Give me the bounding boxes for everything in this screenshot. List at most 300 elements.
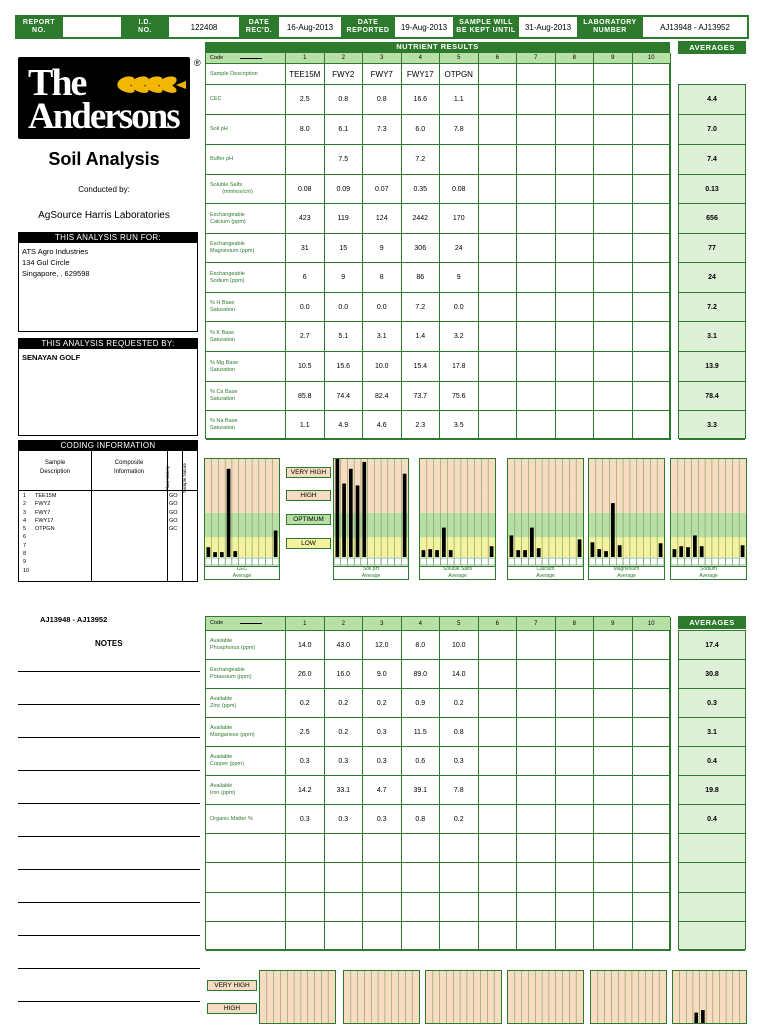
value-cell [517, 115, 556, 145]
coding-row-number: 2 [23, 501, 27, 508]
soil-level-chart [419, 458, 496, 580]
value-cell: 9 [325, 263, 364, 293]
value-cell: 10.0 [363, 352, 402, 382]
code-label: Code [210, 54, 224, 61]
value-cell: 33.1 [325, 776, 364, 805]
lab-name: AgSource Harris Laboratories [38, 210, 170, 221]
value-cell: 0.07 [363, 175, 402, 204]
soil-level-chart [670, 458, 747, 580]
value-cell [556, 805, 595, 834]
value-cell [479, 411, 518, 440]
sample-kept-label: SAMPLE WILL BE KEPT UNTIL [454, 16, 518, 38]
value-cell: 14.2 [286, 776, 325, 805]
row-label: CEC [210, 96, 222, 102]
value-cell [440, 145, 479, 175]
column-number: 8 [556, 53, 595, 64]
row-label: Available Phosphorus (ppm) [210, 638, 256, 651]
value-cell: 306 [402, 234, 441, 263]
row-label-cell [206, 293, 286, 322]
value-cell: 43.0 [325, 631, 364, 660]
value-cell: 7.2 [402, 293, 441, 322]
average-value: 7.2 [679, 293, 745, 322]
column-number: 5 [440, 617, 479, 631]
value-cell [517, 145, 556, 175]
value-cell [594, 293, 633, 322]
notes-line [18, 902, 200, 903]
value-cell: 0.3 [286, 747, 325, 776]
average-value: 19.8 [679, 776, 745, 805]
column-number: 10 [633, 617, 672, 631]
coding-row-number: 10 [23, 567, 30, 574]
notes-label: NOTES [95, 639, 123, 648]
average-value: 17.4 [679, 631, 745, 660]
level-band [260, 971, 335, 1023]
value-cell: 3.5 [440, 411, 479, 440]
value-cell: 7.2 [402, 145, 441, 175]
column-number: 6 [479, 53, 518, 64]
requested-by-box [18, 338, 198, 436]
value-cell [594, 234, 633, 263]
value-cell: 0.3 [325, 805, 364, 834]
chart-bar [530, 528, 534, 557]
chart-name: Magnesium [613, 566, 640, 572]
value-cell [594, 263, 633, 293]
row-label-cell [206, 175, 286, 204]
value-cell: 1.1 [440, 85, 479, 115]
value-cell [633, 263, 672, 293]
notes-line [18, 1001, 200, 1002]
lab-number-label: LABORATORY NUMBER [578, 16, 642, 38]
row-label-cell [206, 64, 286, 85]
value-cell: TEE15M [286, 64, 325, 85]
chart-bar [659, 543, 663, 557]
level-band [426, 971, 501, 1023]
chart-bar [597, 549, 601, 557]
value-cell [517, 411, 556, 440]
value-cell [556, 85, 595, 115]
value-cell [633, 411, 672, 440]
value-cell: 14.0 [440, 660, 479, 689]
value-cell [479, 805, 518, 834]
value-cell [594, 322, 633, 352]
row-label-cell [206, 617, 286, 631]
registered-mark: ® [194, 58, 201, 68]
row-label: % Mg Base Saturation [210, 359, 239, 373]
requested-by-name: SENAYAN GOLF [22, 353, 81, 362]
value-cell [633, 689, 672, 718]
date-reported-label: DATE REPORTED [342, 16, 394, 38]
value-cell [594, 382, 633, 411]
legend-high: HIGH [286, 490, 331, 501]
date-reported-value: 19-Aug-2013 [394, 16, 454, 38]
value-cell [594, 204, 633, 234]
soil-level-chart [590, 970, 667, 1024]
averages-heading: AVERAGES [678, 616, 746, 629]
row-label-cell [206, 689, 286, 718]
value-cell: 0.35 [402, 175, 441, 204]
value-cell [556, 776, 595, 805]
value-cell: 17.8 [440, 352, 479, 382]
value-cell: 8.0 [402, 631, 441, 660]
chart-bar [510, 535, 514, 557]
soil-level-chart [343, 970, 420, 1024]
legend-very-high: VERY HIGH [207, 980, 257, 991]
sample-kept-value: 31-Aug-2013 [518, 16, 578, 38]
chart-bar [686, 547, 690, 557]
chart-bar [741, 545, 745, 557]
value-cell: 9.0 [363, 660, 402, 689]
value-cell [633, 893, 672, 922]
value-cell: 5.1 [325, 322, 364, 352]
value-cell [479, 115, 518, 145]
row-label-cell [206, 85, 286, 115]
value-cell: 1.4 [402, 322, 441, 352]
notes-line [18, 968, 200, 969]
value-cell [479, 175, 518, 204]
average-value [679, 893, 745, 922]
row-label-cell [206, 204, 286, 234]
notes-line [18, 704, 200, 705]
chart-svg [420, 459, 495, 579]
coding-row-desc: FWY2 [35, 501, 51, 508]
chart-average-label: Average [361, 573, 381, 579]
value-cell [594, 863, 633, 893]
column-number: 2 [325, 617, 364, 631]
value-cell [594, 85, 633, 115]
chart-average-label: Average [536, 573, 555, 579]
chart-bar [435, 550, 439, 557]
arrow-icon [240, 623, 262, 624]
value-cell [479, 204, 518, 234]
value-cell [363, 145, 402, 175]
notes-line [18, 671, 200, 672]
coding-col-plant-text: Plant Variety [165, 465, 170, 491]
row-label-cell [206, 53, 286, 64]
value-cell [517, 805, 556, 834]
value-cell [517, 863, 556, 893]
value-cell [633, 382, 672, 411]
column-number: 7 [517, 617, 556, 631]
value-cell [633, 747, 672, 776]
chart-svg [344, 971, 419, 1023]
level-band [344, 971, 419, 1023]
row-label-cell [206, 263, 286, 293]
value-cell [286, 834, 325, 863]
value-cell [594, 776, 633, 805]
arrow-icon [240, 58, 262, 59]
value-cell: 16.6 [402, 85, 441, 115]
chart-svg [673, 971, 746, 1023]
value-cell [286, 922, 325, 951]
value-cell: 15.6 [325, 352, 364, 382]
row-label-cell [206, 352, 286, 382]
page-title: Soil Analysis [48, 149, 160, 169]
average-value [679, 834, 745, 863]
average-value: 77 [679, 234, 745, 263]
value-cell [479, 64, 518, 85]
value-cell [556, 834, 595, 863]
chart-bar [336, 459, 340, 557]
chart-bar [618, 545, 622, 557]
chart-bar [516, 550, 520, 557]
chart-bar [578, 539, 582, 557]
level-band [671, 491, 746, 513]
row-label-cell [206, 863, 286, 893]
coding-row-variety: GO [169, 493, 178, 499]
level-band [508, 513, 583, 538]
soil-level-chart [259, 970, 336, 1024]
value-cell [517, 382, 556, 411]
chart-bar [442, 528, 446, 557]
coding-row-number: 4 [23, 517, 27, 524]
legend-low: LOW [286, 538, 331, 549]
coding-row-number: 1 [23, 493, 27, 499]
coding-heading: CODING INFORMATION [19, 441, 197, 451]
soil-level-chart [425, 970, 502, 1024]
chart-bar [213, 552, 217, 557]
chart-svg [205, 459, 279, 579]
level-band [589, 459, 664, 491]
value-cell: 2.3 [402, 411, 441, 440]
value-cell [633, 115, 672, 145]
value-cell: 0.3 [363, 805, 402, 834]
coding-row-number: 7 [23, 542, 27, 549]
value-cell: 0.0 [440, 293, 479, 322]
value-cell: 4.9 [325, 411, 364, 440]
value-cell [556, 64, 595, 85]
column-number: 2 [325, 53, 364, 64]
value-cell: 0.0 [286, 293, 325, 322]
conducted-by-label: Conducted by: [78, 185, 130, 194]
coding-row-desc: FWY17 [35, 517, 54, 524]
value-cell: 7.3 [363, 115, 402, 145]
coding-row [23, 550, 199, 558]
row-label-cell [206, 776, 286, 805]
row-label-cell [206, 234, 286, 263]
chart-bar [428, 549, 432, 557]
value-cell [633, 863, 672, 893]
report-no-label: REPORT NO. [16, 16, 62, 38]
value-cell [517, 352, 556, 382]
value-cell: 2442 [402, 204, 441, 234]
chart-average-label: Average [699, 573, 718, 579]
value-cell [556, 382, 595, 411]
value-cell: 7.5 [325, 145, 364, 175]
chart-svg [334, 459, 408, 579]
value-cell [556, 175, 595, 204]
row-label-cell [206, 805, 286, 834]
value-cell: 6 [286, 263, 325, 293]
average-value: 0.13 [679, 175, 745, 204]
value-cell [440, 863, 479, 893]
value-cell [556, 293, 595, 322]
coding-row-number: 6 [23, 534, 27, 541]
level-band [508, 459, 583, 491]
value-cell [556, 263, 595, 293]
value-cell [286, 893, 325, 922]
chart-svg [426, 971, 501, 1023]
value-cell [633, 922, 672, 951]
value-cell [556, 922, 595, 951]
value-cell [479, 85, 518, 115]
row-label: Available Copper (ppm) [210, 754, 244, 767]
row-label-cell [206, 718, 286, 747]
column-number: 3 [363, 53, 402, 64]
value-cell [286, 863, 325, 893]
average-value: 3.3 [679, 411, 745, 440]
value-cell: 0.8 [402, 805, 441, 834]
value-cell: 8 [363, 263, 402, 293]
chart-bar [233, 551, 237, 557]
value-cell: 1.1 [286, 411, 325, 440]
value-cell: 86 [402, 263, 441, 293]
value-cell: 39.1 [402, 776, 441, 805]
value-cell: 0.8 [363, 85, 402, 115]
value-cell [594, 718, 633, 747]
value-cell [594, 115, 633, 145]
value-cell: 0.8 [440, 718, 479, 747]
row-label-cell [206, 322, 286, 352]
value-cell [325, 922, 364, 951]
run-for-heading: THIS ANALYSIS RUN FOR: [19, 233, 197, 243]
average-value: 3.1 [679, 322, 745, 352]
value-cell [594, 660, 633, 689]
value-cell [363, 863, 402, 893]
chart-bar [693, 535, 697, 557]
average-value [679, 863, 745, 893]
chart-bar [449, 550, 453, 557]
coding-row [23, 533, 199, 541]
value-cell [594, 631, 633, 660]
chart-svg [589, 459, 664, 579]
value-cell: OTPGN [440, 64, 479, 85]
id-label: I.D. NO. [122, 16, 168, 38]
report-no-value [62, 16, 122, 38]
lab-number-value: AJ13948 - AJ13952 [642, 16, 748, 38]
row-label-cell [206, 382, 286, 411]
run-for-line: 134 Gul Circle [22, 258, 70, 267]
chart-name: Soil pH [362, 566, 380, 572]
chart-bar [611, 503, 615, 557]
value-cell [556, 747, 595, 776]
value-cell: 9 [440, 263, 479, 293]
value-cell [594, 805, 633, 834]
value-cell [633, 352, 672, 382]
value-cell: 10.0 [440, 631, 479, 660]
value-cell: 4.7 [363, 776, 402, 805]
value-cell: 7.8 [440, 776, 479, 805]
row-label: Exchangeable Calcium (ppm) [210, 211, 246, 225]
value-cell: 170 [440, 204, 479, 234]
column-number: 9 [594, 53, 633, 64]
chart-bar [591, 542, 595, 557]
level-band [420, 513, 495, 538]
value-cell: 0.08 [286, 175, 325, 204]
column-number: 4 [402, 53, 441, 64]
notes-line [18, 803, 200, 804]
value-cell [479, 834, 518, 863]
value-cell [479, 776, 518, 805]
value-cell: 85.8 [286, 382, 325, 411]
value-cell [594, 145, 633, 175]
soil-level-chart [588, 458, 665, 580]
row-label: % Ca Base Saturation [210, 389, 238, 402]
column-number: 8 [556, 617, 595, 631]
soil-level-chart [204, 458, 280, 580]
chart-name: Calcium [536, 566, 555, 572]
coding-row-desc: FWY7 [35, 509, 51, 516]
average-value: 7.0 [679, 115, 745, 145]
row-label-cell [206, 631, 286, 660]
value-cell [479, 747, 518, 776]
value-cell: FWY7 [363, 64, 402, 85]
value-cell: 6.0 [402, 115, 441, 145]
value-cell [517, 631, 556, 660]
value-cell [556, 863, 595, 893]
row-label: Exchangeable Sodium (ppm) [210, 270, 245, 284]
chart-bar [362, 462, 366, 557]
coding-row [23, 525, 199, 533]
value-cell: 31 [286, 234, 325, 263]
value-cell [633, 234, 672, 263]
value-cell: 82.4 [363, 382, 402, 411]
logo-line2: Andersons [28, 96, 179, 137]
value-cell [517, 747, 556, 776]
value-cell [594, 747, 633, 776]
value-cell [363, 834, 402, 863]
coding-col-composite: Composite Information [113, 460, 144, 475]
chart-bar [220, 552, 224, 557]
value-cell [556, 718, 595, 747]
value-cell [363, 893, 402, 922]
soil-level-chart [672, 970, 747, 1024]
average-value: 4.4 [679, 85, 745, 115]
value-cell [517, 64, 556, 85]
run-for-line: Singapore, . 629598 [22, 269, 90, 278]
value-cell: FWY2 [325, 64, 364, 85]
value-cell: 89.0 [402, 660, 441, 689]
value-cell [594, 175, 633, 204]
value-cell: 119 [325, 204, 364, 234]
value-cell: 0.0 [325, 293, 364, 322]
value-cell [633, 322, 672, 352]
chart-name: CEC [236, 566, 248, 572]
value-cell: 0.2 [325, 689, 364, 718]
logo-line1: The [28, 62, 86, 104]
chart-bar [349, 469, 353, 557]
row-label: Exchangeable Magnesium (ppm) [210, 241, 255, 254]
row-label: % H Base Saturation [210, 300, 236, 313]
value-cell [325, 834, 364, 863]
notes-line [18, 770, 200, 771]
report-header [15, 15, 749, 39]
date-recd-value: 16-Aug-2013 [278, 16, 342, 38]
level-band [420, 491, 495, 513]
chart-bar [356, 485, 360, 557]
value-cell [517, 834, 556, 863]
requested-by-heading: THIS ANALYSIS REQUESTED BY: [19, 339, 197, 349]
value-cell [633, 64, 672, 85]
coding-row [23, 567, 199, 575]
column-number: 6 [479, 617, 518, 631]
level-band [205, 513, 279, 538]
value-cell [556, 352, 595, 382]
value-cell: 74.4 [325, 382, 364, 411]
row-label: Available Manganese (ppm) [210, 725, 255, 738]
value-cell [479, 382, 518, 411]
value-cell [479, 863, 518, 893]
value-cell: 3.2 [440, 322, 479, 352]
